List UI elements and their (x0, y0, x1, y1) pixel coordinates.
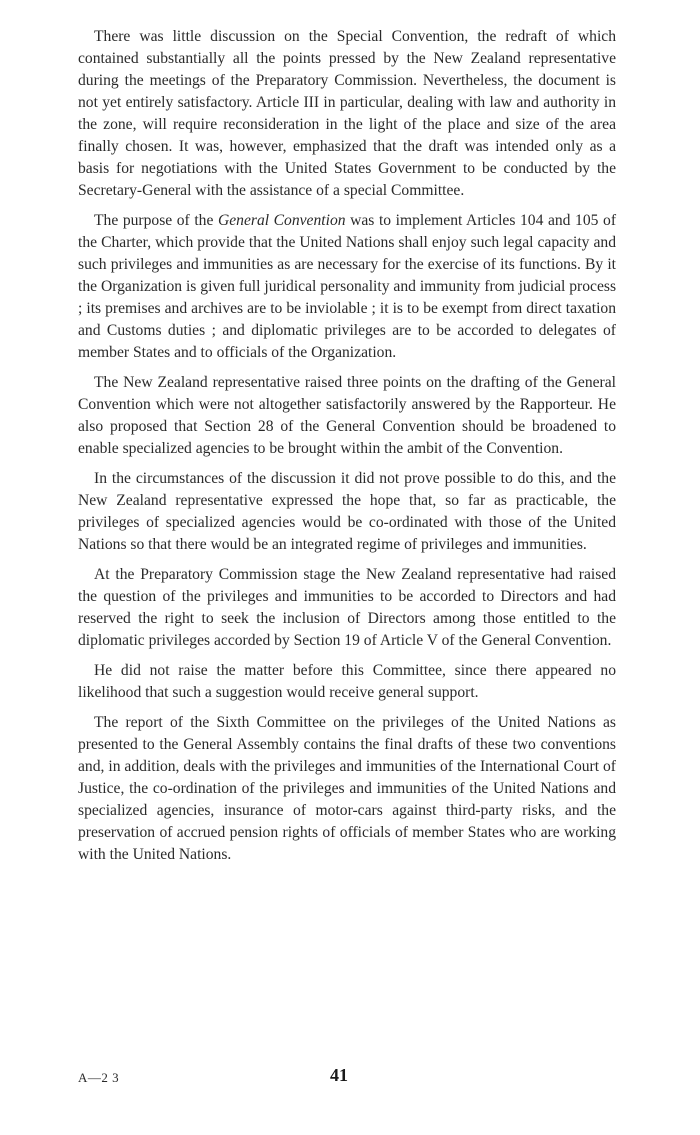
paragraph-rest-text: was to implement Articles 104 and 105 of the Charter, which provide that the United Nations shall enjoy such legal capacity and such privileges and immunities as are necessary for the exercise of its functions. By it the Organization is given full juridical personality and immunity from judicial process ; its premises and archives are to be inviolable ; it is to be exempt from direct taxation and Customs duties ; and diplomatic privileges are to be accorded to delegates of member States and to officials of the Organization. (78, 212, 617, 361)
paragraph-circumstances: In the circumstances of the discussion it did not prove possible to do this, and the New Zealand representative expressed the hope that, so far as practicable, the privileges of specialized agencies would be co-ordinated with those of the United Nations so that there would be an integrated regime of privileges and immunities. (78, 470, 616, 553)
general-convention-emphasis: General Convention (217, 212, 346, 229)
paragraph-sixth-committee-report: The report of the Sixth Committee on the privileges of the United Nations as presented to the General Assembly contains the final drafts of these two conventions and, in addition, deals with the privileges and immunities of the International Court of Justice, the co-ordination of the privileges and immunities of the United Nations and specialized agencies, insurance of motor-cars against third-party risks, and the preservation of accrued pension rights of officials of member States who are working with the United Nations. (78, 714, 616, 863)
paragraph-nz-points: The New Zealand representative raised three points on the drafting of the General Convention which were not altogether satisfactorily answered by the Rapporteur. He also proposed that Section 28 of the General Convention should be broadened to enable specialized agencies to be brought within the ambit of the Convention. (78, 374, 616, 457)
document-code: A—2 3 (78, 1070, 120, 1085)
page-number: 41 (330, 1065, 348, 1085)
paragraph-committee: He did not raise the matter before this Committee, since there appeared no likelihood that such a suggestion would receive general support. (78, 662, 616, 701)
document-body (78, 26, 616, 874)
paragraph-general-convention (78, 210, 616, 364)
paragraph-preparatory-commission: At the Preparatory Commission stage the New Zealand representative had raised the question of the privileges and immunities to be accorded to Directors and had reserved the right to seek the inclusion of Directors among those entitled to the diplomatic privileges accorded by Section 19 of Article V of the General Convention. (78, 566, 616, 649)
paragraph-lead-text: The purpose of the (94, 212, 218, 229)
paragraph-special-convention: There was little discussion on the Special Convention, the redraft of which contained substantially all the points pressed by the New Zealand representative during the meetings of the Preparatory Commission. Nevertheless, the document is not yet entirely satisfactory. Article III in particular, dealing with law and authority in the zone, will require reconsideration in the light of the place and size of the area finally chosen. It was, however, emphasized that the draft was intended only as a basis for negotiations with the United States Government to be conducted by the Secretary-General with the assistance of a special Committee. (78, 28, 616, 199)
